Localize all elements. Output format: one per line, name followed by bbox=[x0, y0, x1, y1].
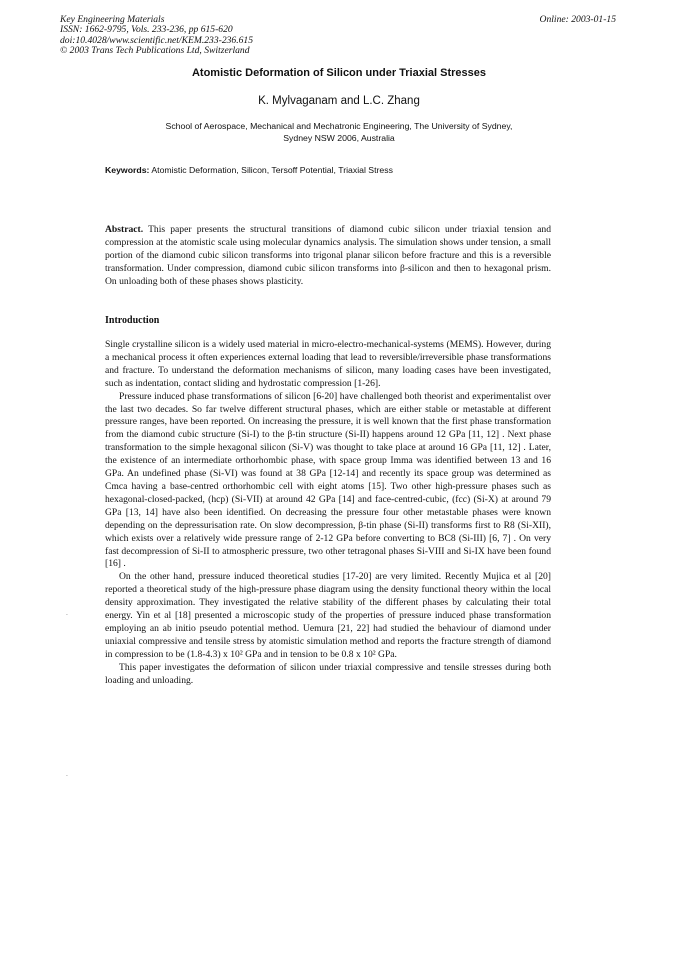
affiliation-line-1: School of Aerospace, Mechanical and Mechatronic Engineering, The University of Sydney, bbox=[165, 121, 513, 131]
abstract-text: This paper presents the structural transitions of diamond cubic silicon under triaxial tension and compression at the atomistic scale using molecular dynamics analysis. The simulation shows under tension, a small portion of the diamond cubic silicon transforms into trigonal planar silicon before fracture and this is a reversible transformation. Under compression, diamond cubic silicon transforms into β-silicon and then to hexagonal prism. On unloading both of these phases shows plasticity. bbox=[105, 224, 551, 287]
keywords-label: Keywords: bbox=[105, 165, 150, 175]
issn-line: ISSN: 1662-9795, Vols. 233-236, pp 615-620 bbox=[60, 24, 233, 36]
journal-name: Key Engineering Materials bbox=[60, 14, 165, 25]
affiliation bbox=[100, 120, 578, 144]
paper-title: Atomistic Deformation of Silicon under Triaxial Stresses bbox=[191, 67, 487, 79]
online-date: Online: 2003-01-15 bbox=[539, 14, 616, 25]
scan-mark: · bbox=[66, 773, 68, 780]
keywords-text: Atomistic Deformation, Silicon, Tersoff Potential, Triaxial Stress bbox=[149, 165, 393, 175]
paper-authors: K. Mylvaganam and L.C. Zhang bbox=[258, 95, 420, 107]
keywords bbox=[105, 165, 393, 175]
introduction-body bbox=[105, 339, 551, 687]
abstract-label: Abstract. bbox=[105, 224, 144, 235]
intro-paragraph-3: On the other hand, pressure induced theoretical studies [17-20] are very limited. Recently Mujica et al [20] reported a theoretical study of the high-pressure phase diagram using the density functional theory within the local density approximation. They investigated the relative stability of the different phases by calculating their total energy. Yin et al [18] presented a microscopic study of the properties of pressure induced phase transformation employing an ab initio pseudo potential method. Uemura [21, 22] had studied the behaviour of diamond under uniaxial compressive and tensile stress by atomistic simulation method and reports the fracture strength of diamond in compression to be (1.8-4.3) x 10² GPa and in tension to be 0.8 x 10² GPa. bbox=[105, 571, 551, 660]
section-heading-introduction: Introduction bbox=[105, 315, 160, 326]
affiliation-line-2: Sydney NSW 2006, Australia bbox=[283, 133, 395, 143]
intro-paragraph-1: Single crystalline silicon is a widely used material in micro-electro-mechanical-systems (MEMS). However, during a mechanical process it often experiences external loading that lead to reversible/irreversible phase transformations and fracture. To understand the deformation mechanisms of silicon, many loading cases have been investigated, such as indentation, contact sliding and hydrostatic compression [1-26]. bbox=[105, 339, 551, 389]
journal-header bbox=[60, 15, 253, 57]
intro-paragraph-4: This paper investigates the deformation of silicon under triaxial compressive and tensile stresses during both loading and unloading. bbox=[105, 661, 551, 686]
abstract bbox=[105, 224, 551, 289]
doi-line: doi:10.4028/www.scientific.net/KEM.233-236.615 bbox=[60, 34, 254, 46]
copyright-line: © 2003 Trans Tech Publications Ltd, Switzerland bbox=[60, 45, 250, 57]
scan-mark: · bbox=[66, 612, 68, 619]
intro-paragraph-2: Pressure induced phase transformations of silicon [6-20] have challenged both theorist and experimentalist over the last two decades. So far twelve different structural phases, which are either stable or metastable at different pressure ranges, have been reported. On increasing the pressure, it is well known that the first phase transformation from the diamond cubic structure (Si-I) to the β-tin structure (Si-II) happens around 12 GPa [11, 12] . Next phase transformation to the simple hexagonal silicon (Si-V) was thought to take place at around 16 GPa [11, 12] . Later, the existence of an intermediate orthorhombic phase, with space group Imma was identified between 13 and 16 GPa. An undefined phase (Si-VI) was found at 38 GPa [12-14] and recently its space group was determined as Cmca having a base-centred orthorhombic cell with eight atoms [15]. Two other high-pressure phases such as hexagonal-closed-packed, (hcp) (Si-VII) at around 42 GPa [14] and face-centred-cubic, (fcc) (Si-X) at around 79 GPa [13, 14] have also been identified. On decreasing the pressure four other metastable phases were known depending on the depressurisation rate. On slow decompression, β-tin phase (Si-II) transforms first to R8 (Si-XII), which exists over a relatively wide pressure range of 2-12 GPa before converting to BC8 (Si-III) [6, 7] . On very fast decompression of Si-II to atmospheric pressure, two other tetragonal phases Si-VIII and Si-IX have been found [16] . bbox=[105, 390, 551, 570]
